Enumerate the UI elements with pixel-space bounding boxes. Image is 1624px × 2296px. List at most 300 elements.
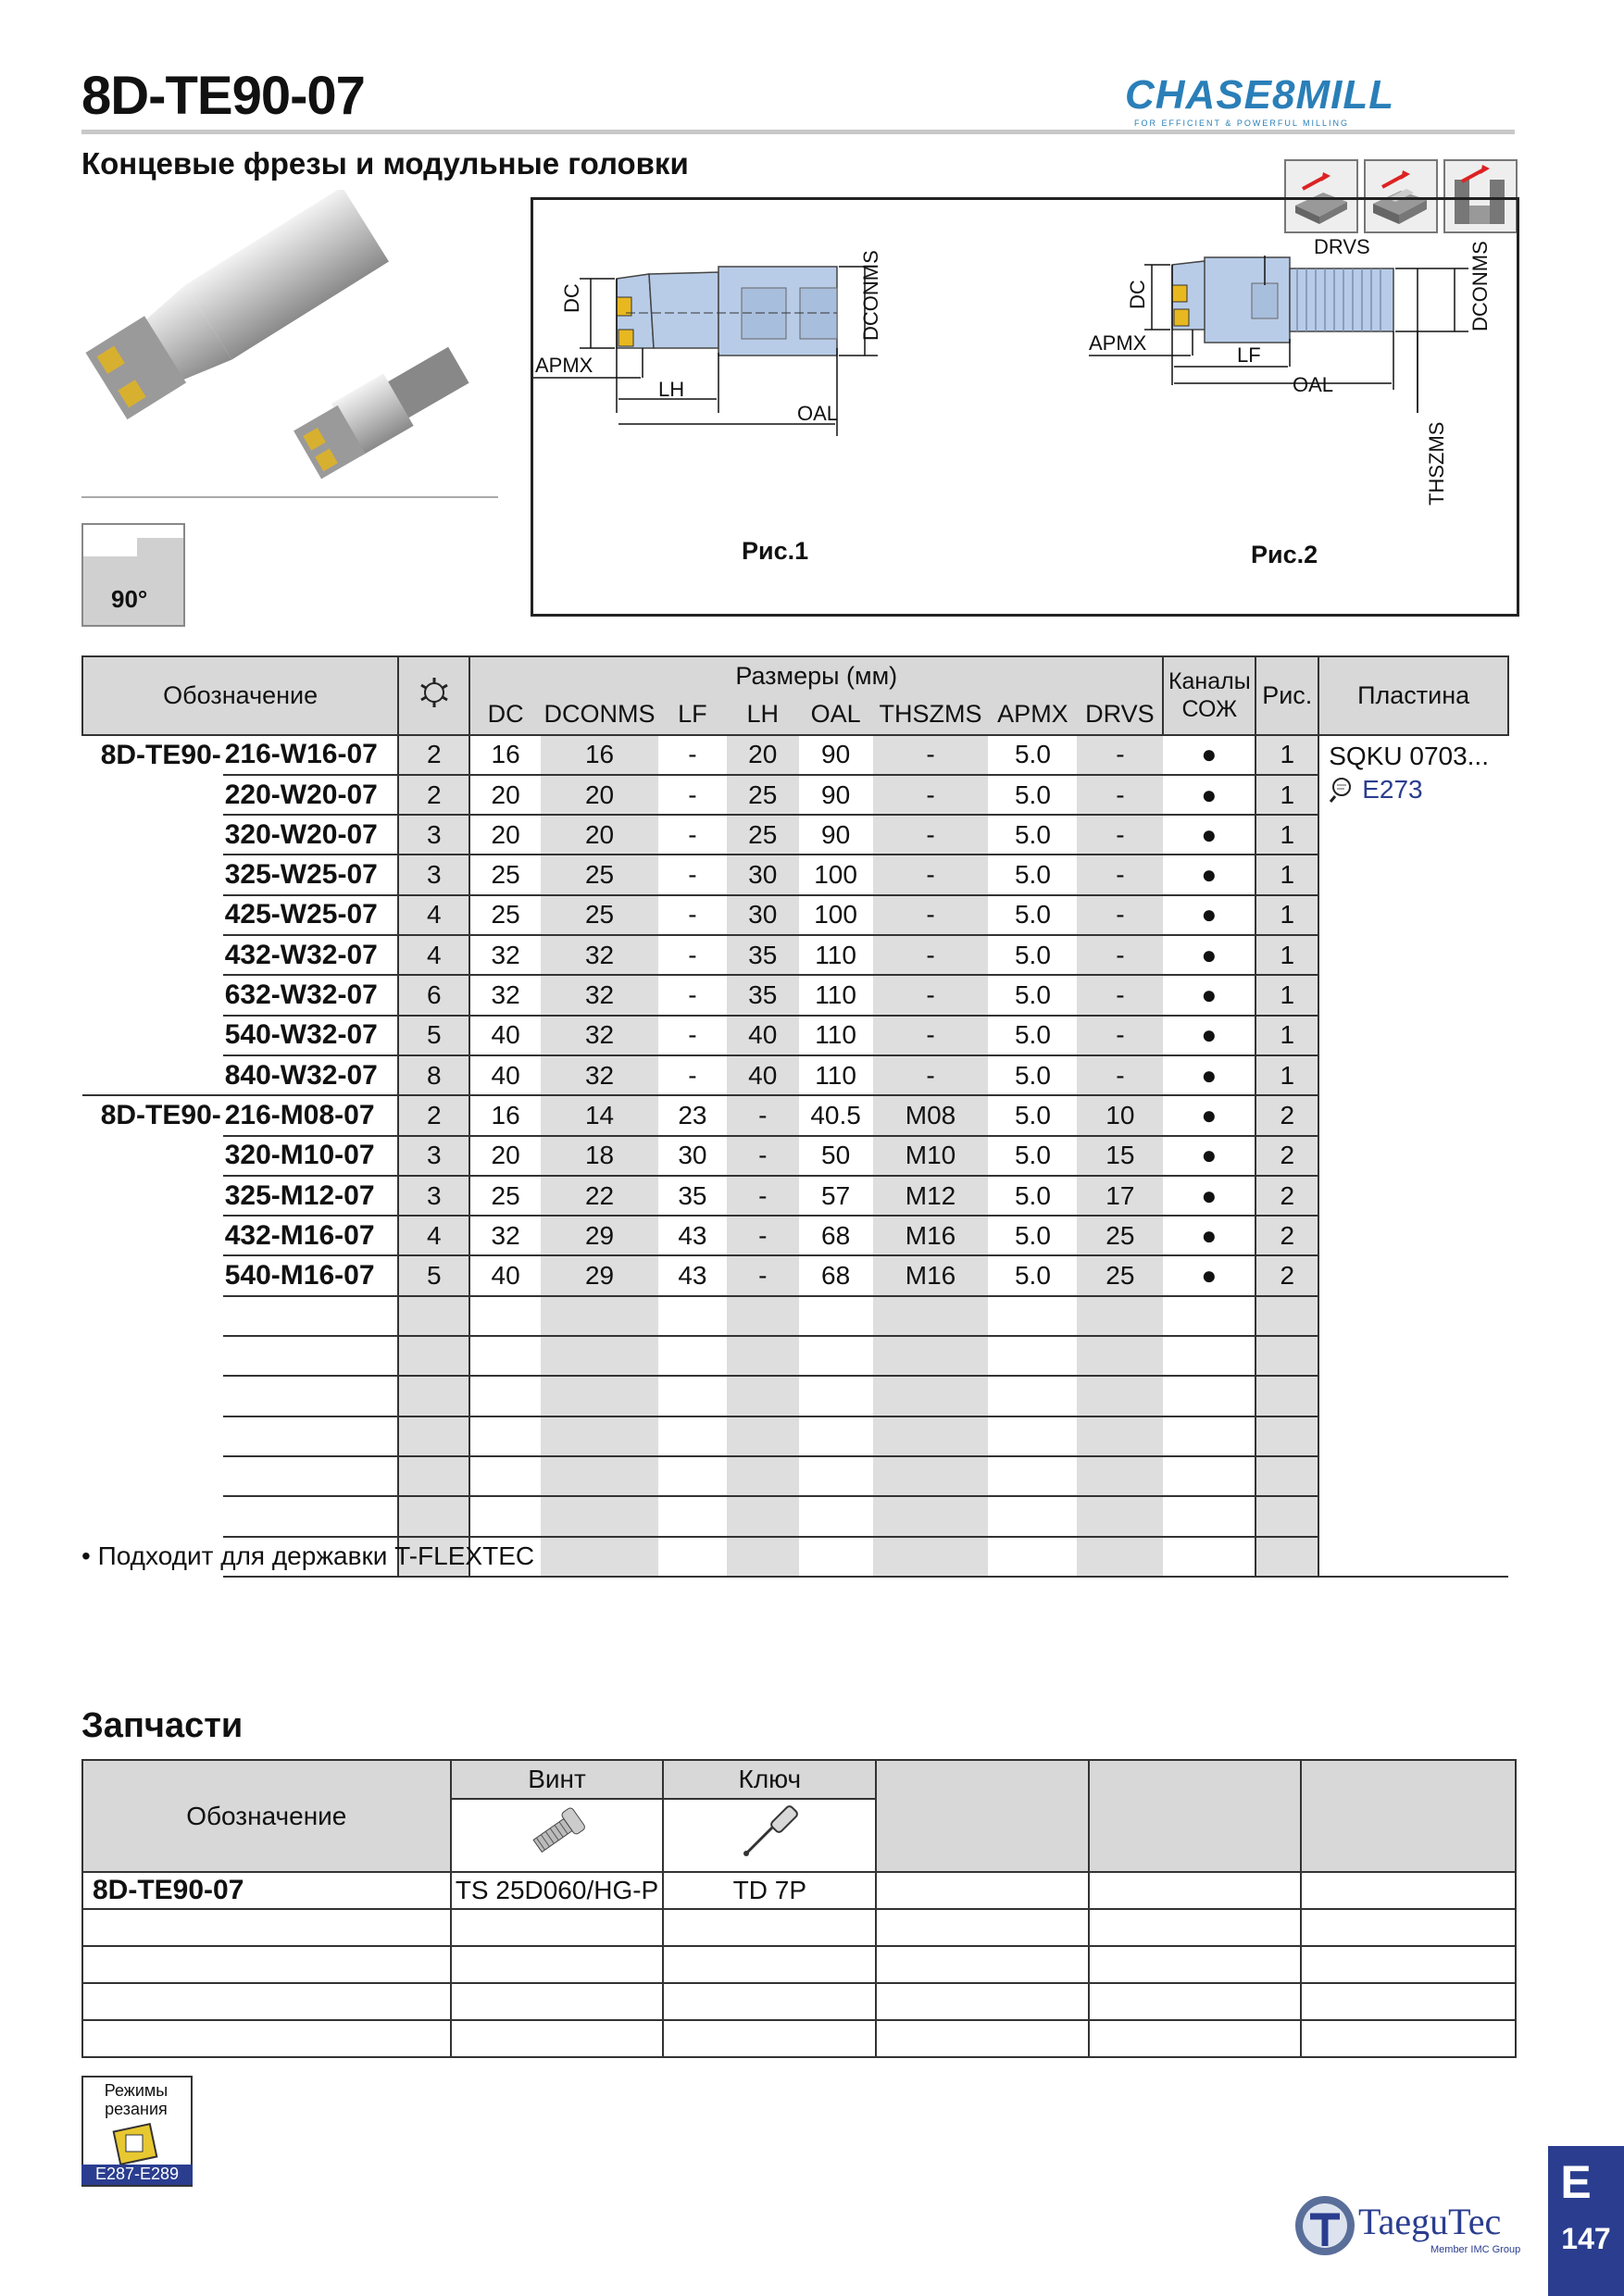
cell-z: 4 bbox=[398, 935, 469, 975]
fig2-dconms-label: DCONMS bbox=[1468, 241, 1492, 331]
cell-fig: 1 bbox=[1255, 1016, 1318, 1055]
cell-apmx: 5.0 bbox=[988, 775, 1077, 815]
table-row bbox=[82, 1255, 1508, 1295]
cell-dconms bbox=[541, 1537, 658, 1577]
page-subtitle: Концевые фрезы и модульные головки bbox=[81, 146, 689, 181]
cell-dc: 20 bbox=[469, 775, 541, 815]
cell-dc bbox=[469, 1376, 541, 1416]
row-code bbox=[223, 1496, 399, 1536]
table-row bbox=[82, 1216, 1508, 1255]
fig2-drvs-label: DRVS bbox=[1314, 235, 1370, 258]
spares-cell bbox=[876, 1872, 1089, 1909]
cell-drvs: 10 bbox=[1077, 1095, 1163, 1135]
cell-z: 2 bbox=[398, 775, 469, 815]
cell-coolant: ● bbox=[1163, 975, 1255, 1015]
cell-thszms bbox=[873, 1537, 989, 1577]
spares-cell bbox=[663, 2020, 876, 2057]
cell-drvs: - bbox=[1077, 1055, 1163, 1095]
cell-lf: - bbox=[658, 895, 727, 935]
key-code: TD 7P bbox=[663, 1872, 876, 1909]
row-code: 540-M16-07 bbox=[223, 1255, 399, 1295]
cell-lh bbox=[727, 1496, 799, 1536]
cell-dc bbox=[469, 1336, 541, 1376]
dim-col-header: LH bbox=[727, 695, 799, 734]
cell-lh: 40 bbox=[727, 1016, 799, 1055]
spares-cell bbox=[1301, 1983, 1516, 2020]
cell-lf: - bbox=[658, 815, 727, 855]
cell-lh: - bbox=[727, 1095, 799, 1135]
cell-thszms: - bbox=[873, 855, 989, 894]
spares-cell bbox=[1089, 1983, 1302, 2020]
row-code bbox=[223, 1416, 399, 1456]
cell-oal: 50 bbox=[799, 1136, 873, 1176]
fig-header: Рис. bbox=[1255, 656, 1318, 735]
cell-thszms bbox=[873, 1496, 989, 1536]
row-prefix bbox=[82, 1176, 223, 1216]
cell-z bbox=[398, 1376, 469, 1416]
cell-lh: 35 bbox=[727, 935, 799, 975]
row-code bbox=[223, 1296, 399, 1336]
cell-dc bbox=[469, 1456, 541, 1496]
screw-icon-cell bbox=[451, 1799, 664, 1872]
row-code: 220-W20-07 bbox=[223, 775, 399, 815]
cell-coolant bbox=[1163, 1456, 1255, 1496]
cell-drvs bbox=[1077, 1537, 1163, 1577]
cell-fig: 1 bbox=[1255, 735, 1318, 775]
table-row bbox=[82, 1336, 1508, 1376]
spares-empty-header bbox=[1301, 1760, 1516, 1872]
row-code bbox=[223, 1336, 399, 1376]
cell-lf bbox=[658, 1537, 727, 1577]
cell-drvs: - bbox=[1077, 895, 1163, 935]
flutes-header bbox=[398, 656, 469, 735]
cell-dc: 40 bbox=[469, 1016, 541, 1055]
cell-lf bbox=[658, 1336, 727, 1376]
row-prefix bbox=[82, 1496, 223, 1536]
dim-col-header: OAL bbox=[799, 695, 873, 734]
spares-table bbox=[81, 1759, 1517, 2058]
cell-fig: 1 bbox=[1255, 775, 1318, 815]
spares-empty-header bbox=[876, 1760, 1089, 1872]
brand-sub: Member IMC Group bbox=[1430, 2244, 1521, 2255]
cell-lh bbox=[727, 1296, 799, 1336]
cell-z: 8 bbox=[398, 1055, 469, 1095]
cell-fig bbox=[1255, 1416, 1318, 1456]
page-title: 8D-TE90-07 bbox=[81, 66, 365, 126]
cell-dconms: 29 bbox=[541, 1216, 658, 1255]
row-prefix bbox=[82, 1255, 223, 1295]
cutting-modes-ref[interactable]: E287-E289 bbox=[81, 2165, 193, 2185]
row-code: 325-W25-07 bbox=[223, 855, 399, 894]
cell-drvs bbox=[1077, 1496, 1163, 1536]
cell-fig: 2 bbox=[1255, 1255, 1318, 1295]
table-row bbox=[82, 1296, 1508, 1336]
cell-thszms: M16 bbox=[873, 1216, 989, 1255]
fig2-apmx-label: APMX bbox=[1089, 331, 1147, 355]
page-number: 147 bbox=[1561, 2222, 1611, 2255]
spares-cell bbox=[876, 1946, 1089, 1983]
spares-cell bbox=[1089, 1872, 1302, 1909]
table-row bbox=[82, 935, 1508, 975]
row-prefix bbox=[82, 1416, 223, 1456]
cell-lf: - bbox=[658, 735, 727, 775]
cell-dconms: 20 bbox=[541, 815, 658, 855]
cell-coolant bbox=[1163, 1296, 1255, 1336]
cell-z: 4 bbox=[398, 895, 469, 935]
spares-cell bbox=[1301, 1872, 1516, 1909]
spares-cell bbox=[1089, 1946, 1302, 1983]
cell-thszms: - bbox=[873, 895, 989, 935]
cell-lf bbox=[658, 1416, 727, 1456]
cell-thszms bbox=[873, 1416, 989, 1456]
cell-fig bbox=[1255, 1496, 1318, 1536]
cell-lh: - bbox=[727, 1255, 799, 1295]
dimension-diagram bbox=[531, 197, 1519, 617]
cell-coolant bbox=[1163, 1336, 1255, 1376]
cell-thszms: M16 bbox=[873, 1255, 989, 1295]
cell-fig: 2 bbox=[1255, 1176, 1318, 1216]
cell-apmx bbox=[988, 1296, 1077, 1336]
cell-coolant bbox=[1163, 1496, 1255, 1536]
key-icon bbox=[728, 1800, 811, 1865]
photo-rule bbox=[81, 496, 498, 498]
key-header: Ключ bbox=[663, 1760, 876, 1799]
row-code: 216-M08-07 bbox=[223, 1095, 399, 1135]
row-prefix bbox=[82, 855, 223, 894]
fig1-apmx-label: APMX bbox=[535, 354, 593, 377]
cell-fig bbox=[1255, 1376, 1318, 1416]
cell-dc bbox=[469, 1416, 541, 1456]
spares-cell bbox=[82, 2020, 451, 2057]
cell-coolant: ● bbox=[1163, 815, 1255, 855]
table-row bbox=[82, 975, 1508, 1015]
cell-oal: 110 bbox=[799, 975, 873, 1015]
row-prefix bbox=[82, 1016, 223, 1055]
row-code: 840-W32-07 bbox=[223, 1055, 399, 1095]
cell-lf: 30 bbox=[658, 1136, 727, 1176]
screw-header: Винт bbox=[451, 1760, 664, 1799]
cell-lh: 25 bbox=[727, 775, 799, 815]
cell-coolant: ● bbox=[1163, 1136, 1255, 1176]
row-code: 320-W20-07 bbox=[223, 815, 399, 855]
cell-oal bbox=[799, 1336, 873, 1376]
row-prefix bbox=[82, 1216, 223, 1255]
magnifier-icon bbox=[1329, 776, 1360, 804]
cell-z: 5 bbox=[398, 1255, 469, 1295]
cell-oal: 90 bbox=[799, 775, 873, 815]
cell-oal: 110 bbox=[799, 1016, 873, 1055]
spares-cell bbox=[663, 1909, 876, 1946]
cell-oal: 68 bbox=[799, 1255, 873, 1295]
cell-coolant: ● bbox=[1163, 1055, 1255, 1095]
insert-header: Пластина bbox=[1318, 656, 1508, 735]
cell-oal: 110 bbox=[799, 1055, 873, 1095]
cell-thszms: - bbox=[873, 815, 989, 855]
cell-dc: 32 bbox=[469, 975, 541, 1015]
cell-coolant: ● bbox=[1163, 895, 1255, 935]
cell-lh: 30 bbox=[727, 895, 799, 935]
row-prefix bbox=[82, 815, 223, 855]
table-row bbox=[82, 735, 1508, 775]
cell-apmx: 5.0 bbox=[988, 815, 1077, 855]
cell-dconms: 32 bbox=[541, 1055, 658, 1095]
cell-dconms: 25 bbox=[541, 895, 658, 935]
spares-cell bbox=[1089, 1909, 1302, 1946]
cell-lh bbox=[727, 1416, 799, 1456]
cell-fig: 2 bbox=[1255, 1216, 1318, 1255]
fig2-lf-label: LF bbox=[1237, 343, 1261, 367]
insert-cell bbox=[1318, 735, 1508, 1577]
spares-cell bbox=[1089, 2020, 1302, 2057]
row-prefix bbox=[82, 975, 223, 1015]
table-row bbox=[82, 1376, 1508, 1416]
cell-lh bbox=[727, 1456, 799, 1496]
cell-coolant: ● bbox=[1163, 775, 1255, 815]
cell-dconms: 32 bbox=[541, 1016, 658, 1055]
cell-dconms bbox=[541, 1456, 658, 1496]
cell-lf: - bbox=[658, 775, 727, 815]
cell-lh: 30 bbox=[727, 855, 799, 894]
dim-col-header: LF bbox=[658, 695, 727, 734]
cell-lf: - bbox=[658, 855, 727, 894]
cell-z: 3 bbox=[398, 1136, 469, 1176]
cell-thszms bbox=[873, 1336, 989, 1376]
cell-lf: 35 bbox=[658, 1176, 727, 1216]
cell-thszms: - bbox=[873, 975, 989, 1015]
cell-fig: 2 bbox=[1255, 1136, 1318, 1176]
insert-code: SQKU 0703... bbox=[1329, 741, 1489, 770]
table-row bbox=[82, 1496, 1508, 1536]
cell-apmx: 5.0 bbox=[988, 1016, 1077, 1055]
spares-cell bbox=[82, 1983, 451, 2020]
row-prefix bbox=[82, 1055, 223, 1095]
coolant-header: Каналы СОЖ bbox=[1163, 656, 1255, 735]
cell-drvs: 15 bbox=[1077, 1136, 1163, 1176]
insert-ref-link[interactable]: E273 bbox=[1362, 774, 1423, 804]
row-code bbox=[223, 1456, 399, 1496]
cell-dc: 32 bbox=[469, 935, 541, 975]
cell-coolant: ● bbox=[1163, 855, 1255, 894]
spares-row-code: 8D-TE90-07 bbox=[82, 1872, 451, 1909]
fig1-caption: Рис.1 bbox=[742, 537, 809, 565]
cell-drvs: - bbox=[1077, 815, 1163, 855]
cell-oal bbox=[799, 1416, 873, 1456]
cell-apmx: 5.0 bbox=[988, 975, 1077, 1015]
cell-apmx: 5.0 bbox=[988, 1136, 1077, 1176]
row-prefix bbox=[82, 935, 223, 975]
cell-fig: 1 bbox=[1255, 1055, 1318, 1095]
cell-z bbox=[398, 1456, 469, 1496]
logo-tagline: FOR EFFICIENT & POWERFUL MILLING bbox=[1134, 119, 1350, 128]
cell-drvs: - bbox=[1077, 1016, 1163, 1055]
cell-apmx: 5.0 bbox=[988, 735, 1077, 775]
cell-lf: - bbox=[658, 1055, 727, 1095]
cell-lf: - bbox=[658, 935, 727, 975]
cell-lh: - bbox=[727, 1216, 799, 1255]
table-row bbox=[82, 1416, 1508, 1456]
table-row bbox=[82, 895, 1508, 935]
cell-apmx: 5.0 bbox=[988, 895, 1077, 935]
cell-oal bbox=[799, 1296, 873, 1336]
cell-oal: 110 bbox=[799, 935, 873, 975]
row-code: 632-W32-07 bbox=[223, 975, 399, 1015]
cell-drvs: - bbox=[1077, 975, 1163, 1015]
spares-cell bbox=[1301, 1946, 1516, 1983]
spares-heading: Запчасти bbox=[81, 1706, 244, 1745]
cell-drvs: - bbox=[1077, 735, 1163, 775]
cell-dc: 40 bbox=[469, 1055, 541, 1095]
cell-dc: 25 bbox=[469, 1176, 541, 1216]
cell-oal bbox=[799, 1496, 873, 1536]
row-prefix bbox=[82, 1456, 223, 1496]
cell-thszms: M08 bbox=[873, 1095, 989, 1135]
table-row bbox=[82, 1456, 1508, 1496]
spares-cell bbox=[876, 2020, 1089, 2057]
cell-oal: 90 bbox=[799, 815, 873, 855]
cell-apmx: 5.0 bbox=[988, 1055, 1077, 1095]
cell-thszms bbox=[873, 1376, 989, 1416]
cutting-modes-label: Режимы резания bbox=[104, 2081, 169, 2118]
cell-dc: 16 bbox=[469, 1095, 541, 1135]
cell-coolant bbox=[1163, 1537, 1255, 1577]
fig2-drawing bbox=[1172, 257, 1393, 343]
row-prefix: 8D-TE90- bbox=[82, 1095, 223, 1135]
chase8mill-logo bbox=[1125, 72, 1518, 126]
spares-cell bbox=[663, 1983, 876, 2020]
cell-dconms bbox=[541, 1416, 658, 1456]
cell-dconms bbox=[541, 1336, 658, 1376]
cell-lf: 23 bbox=[658, 1095, 727, 1135]
cell-lf bbox=[658, 1456, 727, 1496]
spares-cell bbox=[1301, 1909, 1516, 1946]
table-row bbox=[82, 1095, 1508, 1135]
compatibility-note: • Подходит для державки T-FLEXTEC bbox=[81, 1541, 535, 1570]
cell-z: 3 bbox=[398, 1176, 469, 1216]
row-code: 216-W16-07 bbox=[223, 735, 399, 775]
fig2-caption: Рис.2 bbox=[1251, 541, 1318, 568]
dim-col-header: DCONMS bbox=[541, 695, 658, 734]
cell-dconms: 32 bbox=[541, 935, 658, 975]
cell-oal: 100 bbox=[799, 895, 873, 935]
row-prefix: 8D-TE90- bbox=[100, 739, 221, 770]
cell-drvs bbox=[1077, 1296, 1163, 1336]
section-letter: E bbox=[1560, 2156, 1592, 2208]
cell-dc: 32 bbox=[469, 1216, 541, 1255]
cell-dconms: 18 bbox=[541, 1136, 658, 1176]
cell-lh: 35 bbox=[727, 975, 799, 1015]
screw-icon bbox=[520, 1803, 594, 1862]
row-code: 425-W25-07 bbox=[223, 895, 399, 935]
cell-apmx bbox=[988, 1376, 1077, 1416]
fig1-dconms-label: DCONMS bbox=[859, 250, 882, 341]
cell-lf: 43 bbox=[658, 1216, 727, 1255]
row-prefix bbox=[82, 895, 223, 935]
cell-fig: 1 bbox=[1255, 895, 1318, 935]
cell-apmx: 5.0 bbox=[988, 1095, 1077, 1135]
cell-apmx bbox=[988, 1416, 1077, 1456]
row-code: 320-M10-07 bbox=[223, 1136, 399, 1176]
flute-count-icon bbox=[416, 674, 453, 711]
cell-thszms bbox=[873, 1456, 989, 1496]
cell-dconms: 29 bbox=[541, 1255, 658, 1295]
cell-thszms: - bbox=[873, 735, 989, 775]
cell-drvs: - bbox=[1077, 775, 1163, 815]
spares-cell bbox=[876, 1983, 1089, 2020]
cell-thszms: - bbox=[873, 935, 989, 975]
dimensions-header: Размеры (мм) bbox=[469, 656, 1163, 695]
spares-cell bbox=[451, 2020, 664, 2057]
cell-coolant: ● bbox=[1163, 735, 1255, 775]
dim-col-header: APMX bbox=[988, 695, 1077, 734]
cell-thszms: - bbox=[873, 775, 989, 815]
fig1-oal-label: OAL bbox=[797, 402, 839, 425]
cell-dconms: 16 bbox=[541, 735, 658, 775]
row-prefix bbox=[82, 1136, 223, 1176]
cell-lf bbox=[658, 1496, 727, 1536]
cell-coolant: ● bbox=[1163, 1016, 1255, 1055]
cell-dc: 16 bbox=[469, 735, 541, 775]
row-code: 432-W32-07 bbox=[223, 935, 399, 975]
cell-dc: 25 bbox=[469, 895, 541, 935]
cell-coolant: ● bbox=[1163, 1216, 1255, 1255]
cell-thszms: - bbox=[873, 1055, 989, 1095]
table-row bbox=[82, 1176, 1508, 1216]
brand-name: TaeguTec bbox=[1358, 2201, 1502, 2242]
cell-dconms: 22 bbox=[541, 1176, 658, 1216]
cell-fig: 2 bbox=[1255, 1095, 1318, 1135]
cell-fig bbox=[1255, 1537, 1318, 1577]
cell-apmx: 5.0 bbox=[988, 1255, 1077, 1295]
row-prefix bbox=[82, 1336, 223, 1376]
table-row bbox=[82, 1055, 1508, 1095]
cell-oal: 57 bbox=[799, 1176, 873, 1216]
cell-apmx: 5.0 bbox=[988, 1216, 1077, 1255]
cell-thszms: - bbox=[873, 1016, 989, 1055]
cell-lf bbox=[658, 1296, 727, 1336]
cell-oal: 68 bbox=[799, 1216, 873, 1255]
row-prefix bbox=[82, 775, 223, 815]
spares-designation-header: Обозначение bbox=[82, 1760, 451, 1872]
cell-oal: 40.5 bbox=[799, 1095, 873, 1135]
dim-col-header: THSZMS bbox=[873, 695, 989, 734]
row-prefix bbox=[82, 1296, 223, 1336]
cell-fig bbox=[1255, 1336, 1318, 1376]
spares-cell bbox=[451, 1946, 664, 1983]
cell-drvs: - bbox=[1077, 935, 1163, 975]
cell-coolant bbox=[1163, 1416, 1255, 1456]
cell-lf: - bbox=[658, 975, 727, 1015]
designation-header: Обозначение bbox=[82, 656, 398, 735]
cell-lh: - bbox=[727, 1176, 799, 1216]
cell-lh bbox=[727, 1336, 799, 1376]
product-photo bbox=[69, 190, 523, 495]
spares-cell bbox=[663, 1946, 876, 1983]
cell-z: 5 bbox=[398, 1016, 469, 1055]
cell-lh bbox=[727, 1537, 799, 1577]
cell-z bbox=[398, 1416, 469, 1456]
cell-drvs: - bbox=[1077, 855, 1163, 894]
cell-z: 2 bbox=[398, 735, 469, 775]
cell-fig: 1 bbox=[1255, 815, 1318, 855]
cell-dconms: 32 bbox=[541, 975, 658, 1015]
spares-cell bbox=[82, 1909, 451, 1946]
cell-z: 4 bbox=[398, 1216, 469, 1255]
row-code: 325-M12-07 bbox=[223, 1176, 399, 1216]
key-icon-cell bbox=[663, 1799, 876, 1872]
cell-lf: 43 bbox=[658, 1255, 727, 1295]
cell-z bbox=[398, 1336, 469, 1376]
cell-fig bbox=[1255, 1456, 1318, 1496]
